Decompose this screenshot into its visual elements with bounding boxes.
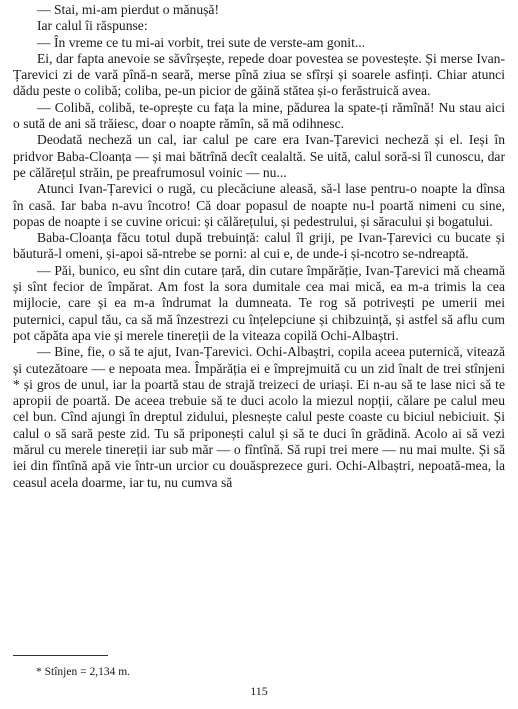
body-text: [13, 2, 505, 491]
paragraph: Ei, dar fapta anevoie se săvîrșește, repede doar povestea se povestește. Și merse Ivan-Țarevici zi de vară pînă-n seară, merse pînă ziua se sfîrși și soarele asfinți. Chiar atunci dădu peste o colibă; coliba, pe-un picior de găină stătea și-o ferăstruică avea.: [13, 50, 505, 99]
paragraph: — În vreme ce tu mi-ai vorbit, trei sute de verste-am gonit...: [37, 34, 366, 50]
paragraph: — Stai, mi-am pierdut o mănușă!: [37, 2, 219, 17]
page-number: 115: [250, 684, 268, 698]
paragraph: Deodată necheză un cal, iar calul pe care era Ivan-Țarevici necheză și el. Ieși în pridvor Baba-Cloanța — și mai bătrînă decît cealaltă. Se uită, calul soră-si îl cunoscu, dar pe călărețul străin, pe preafrumosul voinic — nu...: [13, 132, 505, 180]
paragraph: Baba-Cloanța făcu totul după trebuință: calul îl griji, pe Ivan-Țarevici cu bucate și băutură-l omeni, și-apoi să-ntrebe se porni: al cui e, de unde-i și-ncotro se-ndreaptă.: [13, 230, 505, 262]
paragraph: — Colibă, colibă, te-oprește cu fața la mine, pădurea la spate-ți rămînă! Nu stau aici o sută de ani să trăiesc, doar o noapte rămîn, să mă odihnesc.: [13, 99, 505, 132]
paragraph: — Păi, bunico, eu sînt din cutare țară, din cutare împărăție, Ivan-Țarevici mă cheamă și sînt fecior de împărat. Am fost la sora dumitale cea mai mică, ea m-a trimis la cea mijlocie, care și ea m-a îndrumat la dumneata. Te rog să potrivești pe umerii mei puternici, capul tău, ca să mă înzestrezi cu înțelepciune și chibzuință, și astfel să aflu cum pot căpăta apa vie și merele tinereții de la viteaza copilă Ochi-Albaștri.: [13, 262, 505, 343]
paragraph: Atunci Ivan-Țarevici o rugă, cu plecăciune aleasă, să-l lase pentru-o noapte la dînsa în casă. Iar baba n-avu încotro! Că doar popasul de noapte nu-l poartă nimeni cu sine, popas de noapte i se cuvine oricui: și călărețului, și pedestrului, și săracului și bogatului.: [13, 181, 505, 229]
paragraph: — Bine, fie, o să te ajut, Ivan-Țarevici. Ochi-Albaștri, copila aceea puternică, vitează și cutezătoare — e nepoata mea. Împărăția ei e împrejmuită cu un zid înalt de trei stînjeni * și gros de unul, iar la poartă stau de strajă treizeci de uriași. Ei n-au să te lase nici să te apropii de poartă. De aceea trebuie să te duci acolo la miezul nopții, călare pe calul meu cel bun. Cînd ajungi în dreptul zidului, plesnește calul peste coaste cu biciul nebiciuit. Și calul o să sară peste zid. Tu să priponești calul și să te duci în grădină. Acolo ai să vezi mărul cu merele tinereții iar sub măr — o fîntînă. Să rupi trei mere — nu mai multe. Și să iei din fîntînă apă vie într-un urcior cu douăsprezece guri. Ochi-Albaștri, nepoată-mea, la ceasul acela doarme, iar tu, nu cumva să: [13, 344, 505, 490]
footnote: * Stînjen = 2,134 m.: [36, 666, 131, 678]
paragraph: Iar calul îi răspunse:: [37, 18, 148, 34]
footnote-divider: [13, 655, 108, 656]
